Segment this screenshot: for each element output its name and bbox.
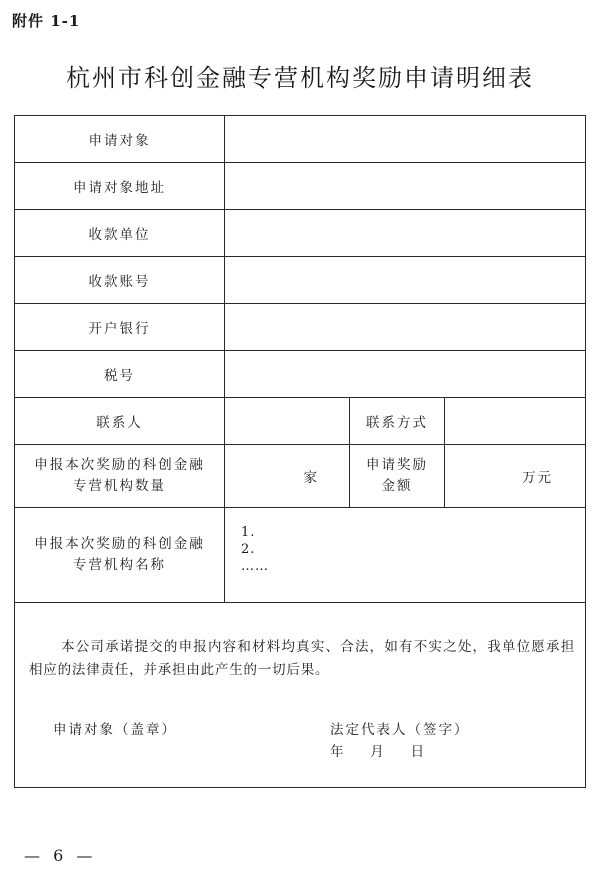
institution-names-field[interactable] — [225, 508, 585, 602]
institution-names-label — [15, 508, 225, 602]
date-line: 年 月 日 — [330, 744, 428, 760]
row-institution-names — [15, 508, 585, 603]
payee-account-field[interactable] — [225, 257, 585, 303]
row-payee-account — [15, 257, 585, 304]
institution-names-label-line1: 申报本次奖励的科创金融 — [34, 536, 205, 552]
payee-account-label: 收款账号 — [15, 257, 225, 303]
contact-person-label: 联系人 — [15, 398, 225, 444]
reward-amount-field[interactable] — [445, 445, 585, 507]
count-unit: 家 — [303, 470, 319, 486]
applicant-seal-label: 申请对象（盖章） — [53, 722, 177, 738]
institution-count-label — [15, 445, 225, 507]
row-bank — [15, 304, 585, 351]
institution-count-field[interactable] — [225, 445, 350, 507]
names-list-ellipsis: …… — [241, 559, 269, 574]
contact-person-field[interactable] — [225, 398, 350, 444]
reward-amount-label-line2: 金额 — [381, 478, 413, 494]
row-applicant — [15, 116, 585, 163]
names-list-item: 1. — [241, 525, 256, 540]
payee-unit-label: 收款单位 — [15, 210, 225, 256]
applicant-address-label: 申请对象地址 — [15, 163, 225, 209]
application-form-table — [14, 115, 586, 788]
payee-unit-field[interactable] — [225, 210, 585, 256]
applicant-address-field[interactable] — [225, 163, 585, 209]
amount-unit: 万元 — [522, 470, 553, 486]
tax-id-label: 税号 — [15, 351, 225, 397]
contact-method-field[interactable] — [445, 398, 585, 444]
row-count-amount — [15, 445, 585, 508]
applicant-value-field[interactable] — [225, 116, 585, 162]
applicant-label: 申请对象 — [15, 116, 225, 162]
names-list-item: 2. — [241, 542, 256, 557]
reward-amount-label-line1: 申请奖励 — [366, 457, 428, 473]
bank-field[interactable] — [225, 304, 585, 350]
row-tax-id — [15, 351, 585, 398]
legal-rep-sign-label: 法定代表人（签字） — [330, 722, 470, 738]
institution-names-label-line2: 专营机构名称 — [73, 557, 166, 573]
row-applicant-address — [15, 163, 585, 210]
page-number: — 6 — — [24, 846, 97, 865]
institution-count-label-line2: 专营机构数量 — [73, 478, 166, 494]
row-payee-unit — [15, 210, 585, 257]
bank-label: 开户银行 — [15, 304, 225, 350]
institution-count-label-line1: 申报本次奖励的科创金融 — [34, 457, 205, 473]
form-title: 杭州市科创金融专营机构奖励申请明细表 — [66, 64, 534, 92]
row-contact — [15, 398, 585, 445]
contact-method-label: 联系方式 — [350, 398, 445, 444]
commitment-statement: 本公司承诺提交的申报内容和材料均真实、合法，如有不实之处，我单位愿承担相应的法律责任，并承担由此产生的一切后果。 — [29, 639, 575, 678]
reward-amount-label — [350, 445, 445, 507]
attachment-label: 附件 1-1 — [12, 12, 81, 30]
tax-id-field[interactable] — [225, 351, 585, 397]
